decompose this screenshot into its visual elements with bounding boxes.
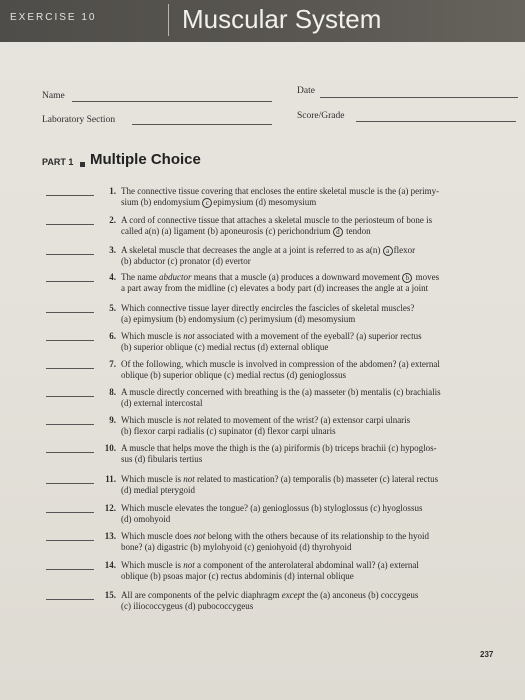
question-number: 7. xyxy=(109,359,116,369)
circled-answer-mark: b xyxy=(402,273,412,283)
question-number: 15. xyxy=(104,590,116,600)
answer-blank[interactable] xyxy=(46,340,94,341)
question-number: 10. xyxy=(104,443,116,453)
circled-answer-mark: a xyxy=(383,246,393,256)
question-text-part: associated with a movement of the eyeball? (a) superior rectus xyxy=(194,331,422,341)
question-text xyxy=(121,215,516,237)
question-line-2 xyxy=(121,571,516,582)
question-number: 2. xyxy=(109,215,116,225)
question-text-part: Which muscle is xyxy=(121,415,184,425)
question-line-1 xyxy=(121,503,516,514)
question-text-part: (d) medial pterygoid xyxy=(121,484,195,495)
question-text xyxy=(121,443,516,464)
question-text-part: a part away from the midline (c) elevates a body part (d) increases the angle at a joint xyxy=(121,283,429,293)
question-number: 5. xyxy=(109,303,116,313)
question-number: 1. xyxy=(109,186,116,196)
question-text xyxy=(121,272,516,294)
question-line-1 xyxy=(121,245,516,256)
question-text-part: A muscle directly concerned with breathing is the (a) masseter (b) mentalis (c) brachialis xyxy=(121,387,441,397)
question-emphasis: not xyxy=(183,560,195,570)
score-label: Score/Grade xyxy=(297,111,345,121)
question-line-1 xyxy=(121,186,516,197)
question-line-1 xyxy=(121,272,516,283)
question-text-part: Which muscle is xyxy=(121,560,184,570)
question-line-2 xyxy=(121,542,516,553)
part-bullet xyxy=(80,162,85,167)
question-text-part: epimysium (d) mesomysium xyxy=(213,196,317,207)
answer-blank[interactable] xyxy=(46,312,94,313)
question-text-part: Which muscle is xyxy=(121,331,184,341)
question-line-1 xyxy=(121,531,516,542)
question-text xyxy=(121,503,516,524)
question-line-1 xyxy=(121,590,516,601)
question-text-part: Which muscle elevates the tongue? (a) genioglossus (b) styloglossus (c) hyoglossus xyxy=(121,503,423,513)
question-text-part: sium (b) endomysium xyxy=(121,196,203,207)
answer-blank[interactable] xyxy=(46,540,94,541)
question-line-2 xyxy=(121,426,516,437)
question-line-2 xyxy=(121,283,516,294)
answer-blank[interactable] xyxy=(46,368,94,369)
question-text-part: related to mastication? (a) temporalis (b) masseter (c) lateral rectus xyxy=(194,474,439,484)
date-field[interactable] xyxy=(320,97,518,98)
question-line-2 xyxy=(121,514,516,525)
question-text-part: A cord of connective tissue that attaches a skeletal muscle to the periosteum of bone is xyxy=(121,215,433,225)
question-text xyxy=(121,590,516,611)
question-text-part: The connective tissue covering that encloses the entire skeletal muscle is the (a) perimy- xyxy=(121,186,440,196)
question-text-part: Of the following, which muscle is involved in compression of the abdomen? (a) external xyxy=(121,359,440,369)
question-text-part: the (a) anconeus (b) coccygeus xyxy=(304,590,419,600)
question-emphasis: except xyxy=(281,590,305,600)
name-label: Name xyxy=(42,91,65,101)
question-line-2 xyxy=(121,370,516,381)
lab-section-label: Laboratory Section xyxy=(42,115,116,125)
question-line-1 xyxy=(121,359,516,370)
question-text-part: oblique (b) superior oblique (c) medial rectus (d) genioglossus xyxy=(121,369,346,380)
question-text xyxy=(121,359,516,380)
question-text-part: flexor xyxy=(393,245,416,255)
question-line-2 xyxy=(121,226,516,237)
answer-blank[interactable] xyxy=(46,599,94,600)
question-text xyxy=(121,560,516,581)
part-label: PART 1 xyxy=(42,157,74,167)
question-emphasis: not xyxy=(183,331,195,341)
answer-blank[interactable] xyxy=(46,424,94,425)
answer-blank[interactable] xyxy=(46,396,94,397)
question-text-part: (b) superior oblique (c) medial rectus (d) external oblique xyxy=(121,341,329,352)
question-text-part: Which connective tissue layer directly encircles the fascicles of skeletal muscles? xyxy=(121,303,415,313)
circled-answer-mark: d xyxy=(333,227,343,237)
question-line-1 xyxy=(121,387,516,398)
page-number: 237 xyxy=(480,650,494,659)
name-field[interactable] xyxy=(72,101,272,102)
question-text-part: A skeletal muscle that decreases the angle at a joint is referred to as a(n) xyxy=(121,245,383,255)
question-text-part: means that a muscle (a) produces a downward movement xyxy=(191,272,403,282)
question-text-part: The name xyxy=(121,272,159,282)
question-number: 13. xyxy=(104,531,116,541)
question-text xyxy=(121,415,516,436)
question-number: 4. xyxy=(109,272,116,282)
question-text-part: Which muscle does xyxy=(121,531,194,541)
question-text-part: tendon xyxy=(343,225,371,236)
question-text-part: a component of the anterolateral abdominal wall? (a) external xyxy=(194,560,419,570)
question-number: 14. xyxy=(104,560,116,570)
answer-blank[interactable] xyxy=(46,224,94,225)
question-line-2 xyxy=(121,601,516,612)
question-text-part: bone? (a) digastric (b) mylohyoid (c) geniohyoid (d) thyrohyoid xyxy=(121,541,352,552)
lab-section-field[interactable] xyxy=(132,124,272,125)
question-line-2 xyxy=(121,398,516,409)
question-line-2 xyxy=(121,342,516,353)
question-text-part: (c) iliococcygeus (d) pubococcygeus xyxy=(121,600,254,611)
question-line-2 xyxy=(121,197,516,208)
answer-blank[interactable] xyxy=(46,569,94,570)
question-text-part: oblique (b) psoas major (c) rectus abdominis (d) internal oblique xyxy=(121,570,354,581)
question-text-part: (d) omohyoid xyxy=(121,513,171,524)
question-text-part: belong with the others because of its relationship to the hyoid xyxy=(205,531,429,541)
question-number: 8. xyxy=(109,387,116,397)
question-line-1 xyxy=(121,474,516,485)
exercise-label: EXERCISE 10 xyxy=(10,12,97,23)
question-line-1 xyxy=(121,560,516,571)
question-text xyxy=(121,245,516,267)
section-title: Multiple Choice xyxy=(90,151,201,168)
question-line-1 xyxy=(121,215,516,226)
question-line-1 xyxy=(121,415,516,426)
question-text-part: related to movement of the wrist? (a) extensor carpi ulnaris xyxy=(194,415,411,425)
question-line-1 xyxy=(121,303,516,314)
question-line-1 xyxy=(121,331,516,342)
question-line-2 xyxy=(121,454,516,465)
question-line-2 xyxy=(121,485,516,496)
circled-answer-mark: c xyxy=(202,198,212,208)
question-text xyxy=(121,531,516,552)
question-text-part: A muscle that helps move the thigh is the (a) piriformis (b) triceps brachii (c) hypoglos- xyxy=(121,443,437,453)
answer-blank[interactable] xyxy=(46,281,94,282)
question-number: 3. xyxy=(109,245,116,255)
question-text-part: (b) abductor (c) pronator (d) evertor xyxy=(121,256,251,266)
question-number: 9. xyxy=(109,415,116,425)
question-text xyxy=(121,474,516,495)
question-emphasis: not xyxy=(193,531,206,541)
question-number: 6. xyxy=(109,331,116,341)
question-text-part: sus (d) fibularis tertius xyxy=(121,453,203,464)
header-band xyxy=(0,0,525,42)
question-text xyxy=(121,303,516,324)
question-text-part: (d) external intercostal xyxy=(121,397,203,408)
question-text xyxy=(121,331,516,352)
question-text-part: Which muscle is xyxy=(121,474,184,484)
question-text-part: called a(n) (a) ligament (b) aponeurosis (c) perichondrium xyxy=(121,225,333,236)
question-emphasis: abductor xyxy=(158,272,192,282)
question-line-2 xyxy=(121,256,516,267)
question-line-2 xyxy=(121,314,516,325)
question-text-part: (b) flexor carpi radialis (c) supinator (d) flexor carpi ulnaris xyxy=(121,425,336,436)
answer-blank[interactable] xyxy=(46,452,94,453)
question-emphasis: not xyxy=(183,474,195,484)
page-title: Muscular System xyxy=(182,4,382,34)
question-text-part: All are components of the pelvic diaphragm xyxy=(121,590,282,600)
header-divider xyxy=(168,4,169,36)
question-emphasis: not xyxy=(183,415,195,425)
question-text-part: (a) epimysium (b) endomysium (c) perimysium (d) mesomysium xyxy=(121,313,356,324)
question-number: 12. xyxy=(104,503,116,513)
question-text-part: moves xyxy=(413,272,440,282)
question-text xyxy=(121,186,516,208)
date-label: Date xyxy=(297,86,315,96)
answer-blank[interactable] xyxy=(46,483,94,484)
answer-blank[interactable] xyxy=(46,195,94,196)
question-line-1 xyxy=(121,443,516,454)
question-text xyxy=(121,387,516,408)
answer-blank[interactable] xyxy=(46,254,94,255)
answer-blank[interactable] xyxy=(46,512,94,513)
score-field[interactable] xyxy=(356,121,516,122)
question-number: 11. xyxy=(105,474,116,484)
